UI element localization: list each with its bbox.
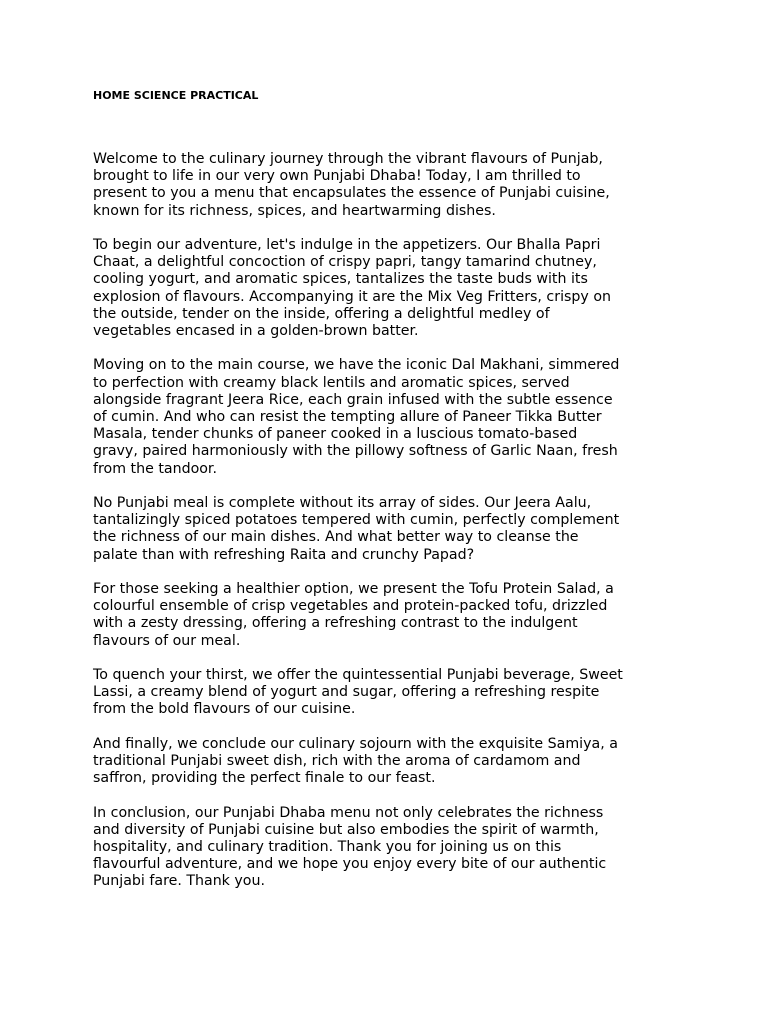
paragraph-sides: No Punjabi meal is complete without its array of sides. Our Jeera Aalu, tantalizingly spiced potatoes tempered with cumin, perfectly complement the richness of our main dishes. And what better way to cleanse the palate than with refreshing Raita and crunchy Papad? <box>93 495 620 563</box>
paragraph-salad: For those seeking a healthier option, we present the Tofu Protein Salad, a colourful ensemble of crisp vegetables and protein-packed tofu, drizzled with a zesty dressing, offering a refreshing contrast to the indulgent flavours of our meal. <box>93 581 614 649</box>
document-title: HOME SCIENCE PRACTICAL <box>93 89 259 102</box>
paragraph-beverage: To quench your thirst, we offer the quintessential Punjabi beverage, Sweet Lassi, a creamy blend of yogurt and sugar, offering a refreshing respite from the bold flavours of our cuisine. <box>93 667 623 718</box>
document-body <box>93 151 685 908</box>
paragraph-welcome: Welcome to the culinary journey through the vibrant flavours of Punjab, brought to life in our very own Punjabi Dhaba! Today, I am thrilled to present to you a menu that encapsulates the essence of Punjabi cuisine, known for its richness, spices, and heartwarming dishes. <box>93 151 610 219</box>
paragraph-conclusion: In conclusion, our Punjabi Dhaba menu not only celebrates the richness and diversity of Punjabi cuisine but also embodies the spirit of warmth, hospitality, and culinary tradition. Thank you for joining us on this flavourful adventure, and we hope you enjoy every bite of our authentic Punjabi fare. Thank you. <box>93 804 607 890</box>
paragraph-dessert: And finally, we conclude our culinary sojourn with the exquisite Samiya, a traditional Punjabi sweet dish, rich with the aroma of cardamom and saffron, providing the perfect finale to our feast. <box>93 735 618 787</box>
paragraph-main-course: Moving on to the main course, we have the iconic Dal Makhani, simmered to perfection with creamy black lentils and aromatic spices, served alongside fragrant Jeera Rice, each grain infused with the subtle essence of cumin. And who can resist the tempting allure of Paneer Tikka Butter Masala, tender chunks of paneer cooked in a luscious tomato-based gravy, paired harmoniously with the pillowy softness of Garlic Naan, fresh from the tandoor. <box>93 357 620 477</box>
paragraph-appetizers: To begin our adventure, let's indulge in the appetizers. Our Bhalla Papri Chaat, a delightful concoction of crispy papri, tangy tamarind chutney, cooling yogurt, and aromatic spices, tantalizes the taste buds with its explosion of flavours. Accompanying it are the Mix Veg Fritters, crispy on the outside, tender on the inside, offering a delightful medley of vegetables encased in a golden-brown batter. <box>93 237 611 340</box>
